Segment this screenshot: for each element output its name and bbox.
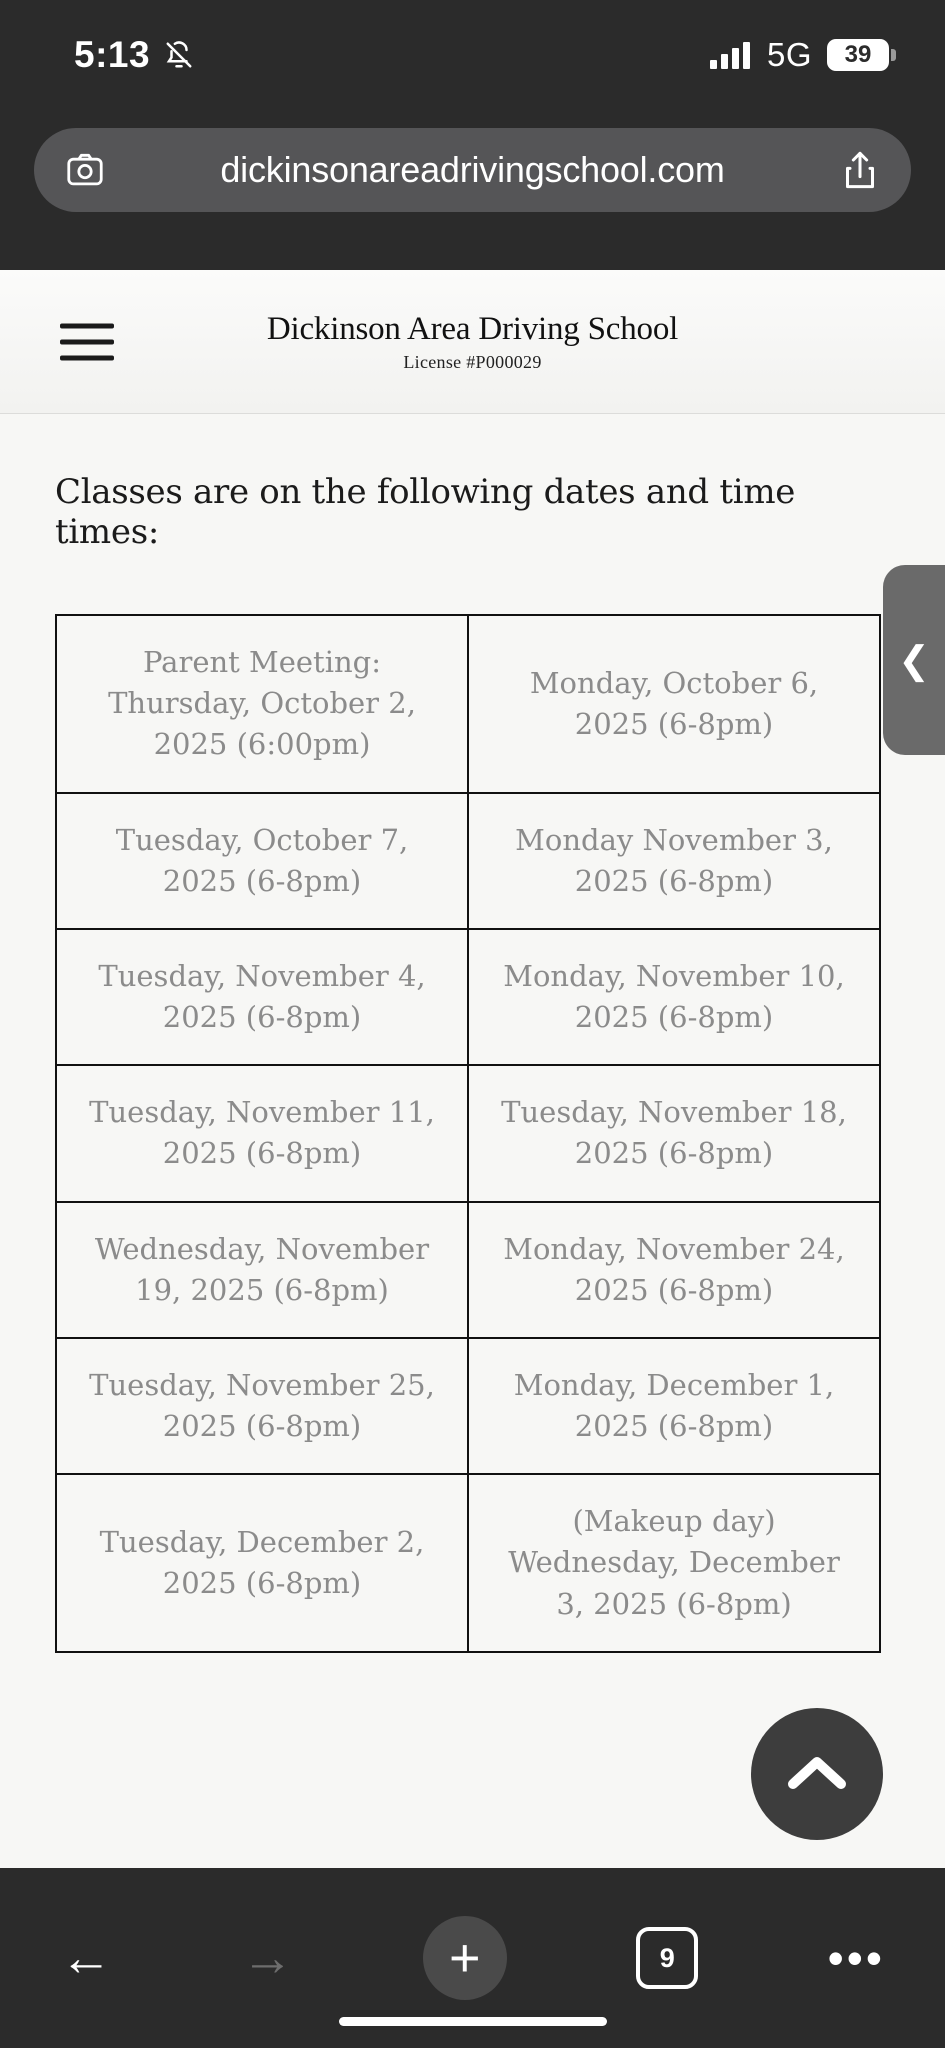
table-cell-right: Monday, October 6, 2025 (6-8pm) <box>468 615 880 793</box>
status-bar <box>0 0 945 110</box>
table-row <box>56 929 880 1065</box>
table-cell-left: Tuesday, December 2, 2025 (6-8pm) <box>56 1474 468 1652</box>
new-tab-button[interactable] <box>423 1916 507 2000</box>
site-license: License #P000029 <box>403 351 542 372</box>
ellipsis-icon: ••• <box>827 1931 885 1984</box>
back-button[interactable] <box>60 1929 112 1987</box>
tab-count-label: 9 <box>636 1927 698 1989</box>
url-text[interactable]: dickinsonareadrivingschool.com <box>220 149 725 190</box>
home-indicator <box>339 2017 607 2026</box>
clock-label: 5:13 <box>74 34 151 75</box>
class-schedule-table <box>55 614 881 1653</box>
table-cell-left: Wednesday, November 19, 2025 (6-8pm) <box>56 1202 468 1338</box>
table-cell-left: Tuesday, November 25, 2025 (6-8pm) <box>56 1338 468 1474</box>
table-cell-right: Tuesday, November 18, 2025 (6-8pm) <box>468 1065 880 1201</box>
table-cell-left: Tuesday, November 11, 2025 (6-8pm) <box>56 1065 468 1201</box>
share-icon[interactable] <box>835 145 885 195</box>
table-cell-right: Monday, November 24, 2025 (6-8pm) <box>468 1202 880 1338</box>
table-row <box>56 793 880 929</box>
table-cell-left: Tuesday, November 4, 2025 (6-8pm) <box>56 929 468 1065</box>
site-branding <box>0 311 945 373</box>
bell-slash-icon <box>164 39 194 71</box>
camera-search-icon[interactable] <box>60 145 110 195</box>
browser-url-bar-area <box>0 110 945 270</box>
site-header <box>0 270 945 414</box>
table-cell-right: Monday, November 10, 2025 (6-8pm) <box>468 929 880 1065</box>
forward-button[interactable] <box>241 1929 294 1987</box>
address-bar[interactable] <box>34 128 911 212</box>
status-time-group <box>74 34 194 76</box>
table-row <box>56 1202 880 1338</box>
signal-strength-icon <box>710 41 750 69</box>
more-options-button[interactable] <box>827 1931 885 1984</box>
battery-indicator: 39 <box>827 39 889 71</box>
table-row <box>56 1065 880 1201</box>
arrow-right-icon: → <box>241 1929 294 1987</box>
table-cell-left: Tuesday, October 7, 2025 (6-8pm) <box>56 793 468 929</box>
table-cell-left: Parent Meeting: Thursday, October 2, 2025 (6:00pm) <box>56 615 468 793</box>
tab-switcher-button[interactable] <box>636 1927 698 1989</box>
plus-icon: + <box>423 1916 507 2000</box>
table-cell-right: Monday November 3, 2025 (6-8pm) <box>468 793 880 929</box>
network-type-label: 5G <box>766 36 812 73</box>
chevron-left-icon: ❮ <box>898 639 930 682</box>
chevron-up-icon <box>785 1752 849 1796</box>
scroll-to-top-button[interactable] <box>751 1708 883 1840</box>
table-cell-right: (Makeup day) Wednesday, December 3, 2025 (6-8pm) <box>468 1474 880 1652</box>
webpage-viewport[interactable] <box>0 270 945 1868</box>
side-drawer-handle[interactable] <box>883 565 945 755</box>
site-title: Dickinson Area Driving School <box>266 310 679 347</box>
table-cell-right: Monday, December 1, 2025 (6-8pm) <box>468 1338 880 1474</box>
intro-text: Classes are on the following dates and time times: <box>55 472 796 552</box>
table-row <box>56 1474 880 1652</box>
table-row <box>56 1338 880 1474</box>
status-indicators <box>710 36 889 74</box>
arrow-left-icon: ← <box>60 1929 112 1987</box>
page-content <box>0 414 945 1653</box>
hamburger-menu-icon[interactable] <box>60 312 114 371</box>
table-row <box>56 615 880 793</box>
